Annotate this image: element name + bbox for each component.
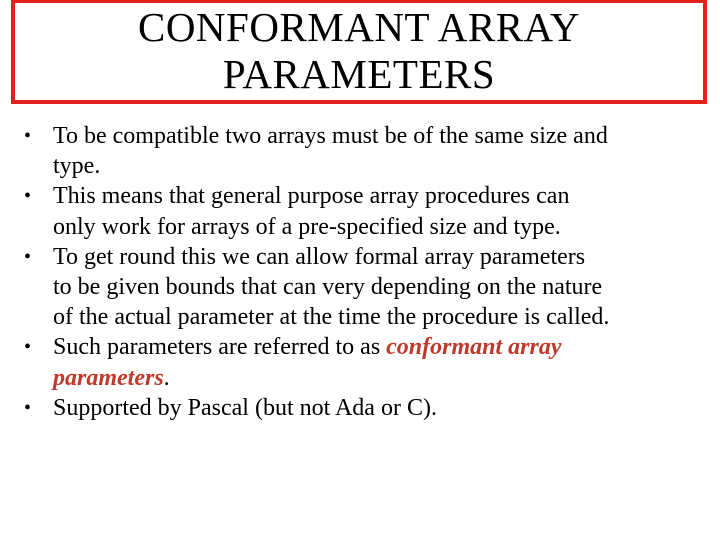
- bullet-3-line-2: to be given bounds that can very depending on the nature: [53, 274, 603, 301]
- slide-title: [138, 4, 580, 98]
- bullet-item-1: [22, 121, 708, 181]
- bullet-icon: •: [24, 245, 32, 268]
- slide-title-line-2: PARAMETERS: [222, 50, 496, 97]
- bullet-icon: •: [24, 396, 32, 419]
- bullet-item-5: [22, 393, 708, 423]
- bullet-2-line-1: This means that general purpose array procedures can: [53, 183, 570, 210]
- bullet-5-line-1: Supported by Pascal (but not Ada or C).: [53, 394, 437, 421]
- bullet-4-suffix: .: [163, 364, 170, 391]
- conformant-array-emphasis: conformant array: [386, 334, 562, 361]
- bullet-item-2: [22, 181, 708, 241]
- bullet-3-line-1: To get round this we can allow formal array parameters: [53, 243, 586, 270]
- bullet-1-line-1: To be compatible two arrays must be of the same size and: [53, 123, 608, 149]
- slide-title-line-1: CONFORMANT ARRAY: [137, 3, 581, 50]
- title-box: [11, 0, 707, 104]
- bullet-4-line-2: [53, 363, 708, 393]
- bullet-list: [22, 121, 708, 423]
- bullet-icon: •: [24, 125, 32, 147]
- bullet-icon: •: [24, 336, 32, 359]
- bullet-item-3: [22, 242, 708, 333]
- bullet-4-line-1: [53, 332, 708, 362]
- bullet-1-line-2: type.: [53, 153, 101, 180]
- bullet-2-line-2: only work for arrays of a pre-specified size and type.: [53, 213, 561, 240]
- bullet-3-line-3: of the actual parameter at the time the procedure is called.: [53, 304, 610, 331]
- bullet-item-4: [22, 332, 708, 392]
- parameters-emphasis: parameters: [53, 364, 164, 391]
- bullet-icon: •: [24, 185, 32, 208]
- bullet-4-prefix: Such parameters are referred to as: [53, 334, 387, 361]
